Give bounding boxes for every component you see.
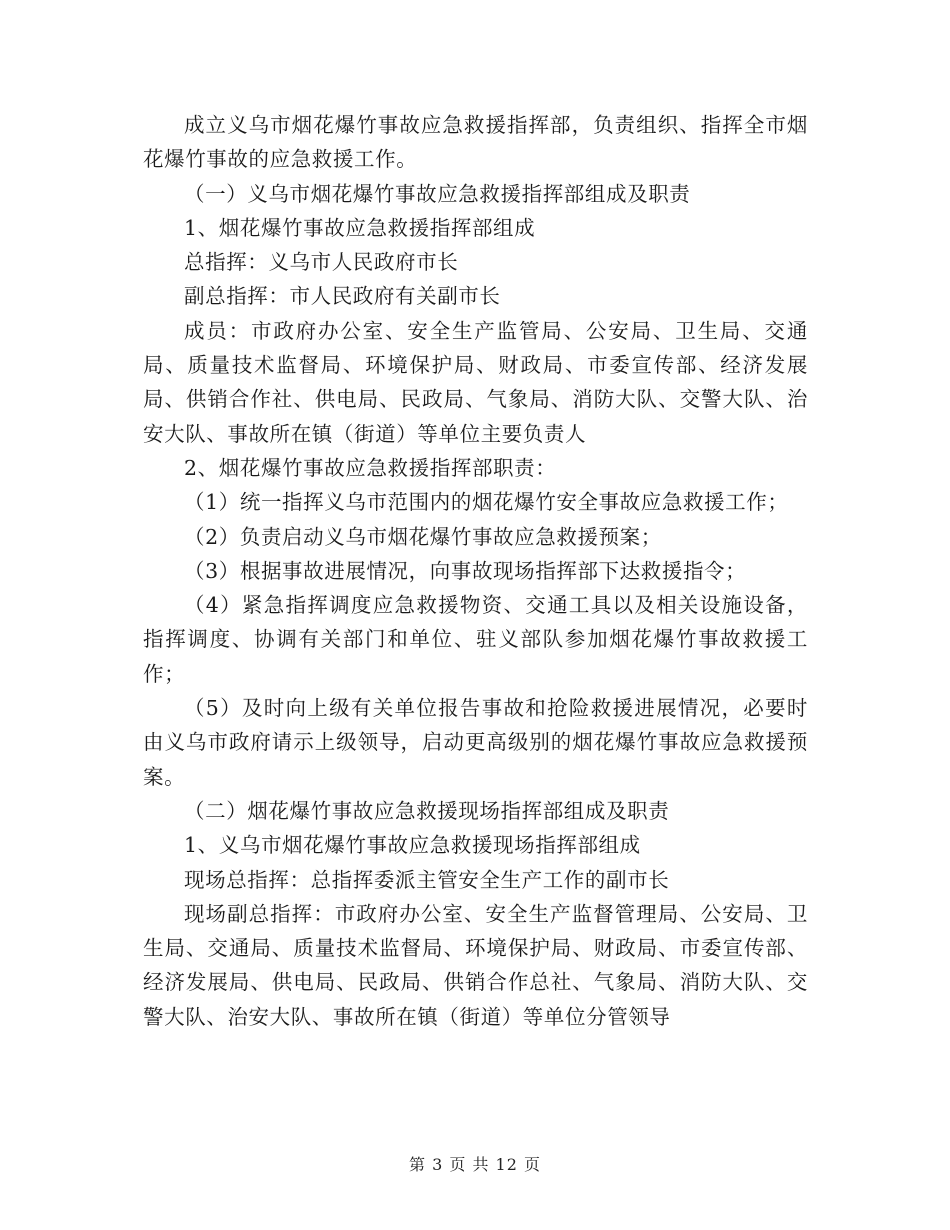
list-item: （3）根据事故进展情况，向事故现场指挥部下达救援指令； — [184, 558, 747, 583]
list-item: （5）及时向上级有关单位报告事故和抢险救援进展情况，必要时由义乌市政府请示上级领导，启动更高级别的烟花爆竹事故应急救援预案。 — [143, 696, 808, 789]
subsection-heading: 1、义乌市烟花爆竹事故应急救援现场指挥部组成 — [184, 833, 641, 858]
document-body — [143, 108, 808, 1034]
paragraph: 成立义乌市烟花爆竹事故应急救援指挥部，负责组织、指挥全市烟花爆竹事故的应急救援工作。 — [143, 113, 808, 172]
subsection-heading: 2、烟花爆竹事故应急救援指挥部职责： — [184, 455, 557, 480]
section-heading: （二）烟花爆竹事故应急救援现场指挥部组成及职责 — [184, 798, 670, 823]
list-item: （2）负责启动义乌市烟花爆竹事故应急救援预案； — [184, 524, 662, 549]
list-item: （1）统一指挥义乌市范围内的烟花爆竹安全事故应急救援工作； — [184, 490, 789, 515]
paragraph: 副总指挥：市人民政府有关副市长 — [184, 284, 501, 309]
paragraph: 总指挥：义乌市人民政府市长 — [184, 250, 459, 275]
section-heading: （一）义乌市烟花爆竹事故应急救援指挥部组成及职责 — [184, 181, 691, 206]
paragraph: 成员：市政府办公室、安全生产监管局、公安局、卫生局、交通局、质量技术监督局、环境保护局、财政局、市委宣传部、经济发展局、供销合作社、供电局、民政局、气象局、消防大队、交警大队、治安大队、事故所在镇（街道）等单位主要负责人 — [143, 318, 808, 446]
paragraph: 现场总指挥：总指挥委派主管安全生产工作的副市长 — [184, 867, 670, 892]
paragraph: 现场副总指挥：市政府办公室、安全生产监督管理局、公安局、卫生局、交通局、质量技术监督局、环境保护局、财政局、市委宣传部、经济发展局、供电局、民政局、供销合作总社、气象局、消防大队、交警大队、治安大队、事故所在镇（街道）等单位分管领导 — [143, 901, 808, 1029]
list-item: （4）紧急指挥调度应急救援物资、交通工具以及相关设施设备，指挥调度、协调有关部门和单位、驻义部队参加烟花爆竹事故救援工作； — [143, 593, 808, 686]
page-number-footer: 第 3 页 共 12 页 — [409, 1155, 541, 1174]
subsection-heading: 1、烟花爆竹事故应急救援指挥部组成 — [184, 215, 536, 240]
